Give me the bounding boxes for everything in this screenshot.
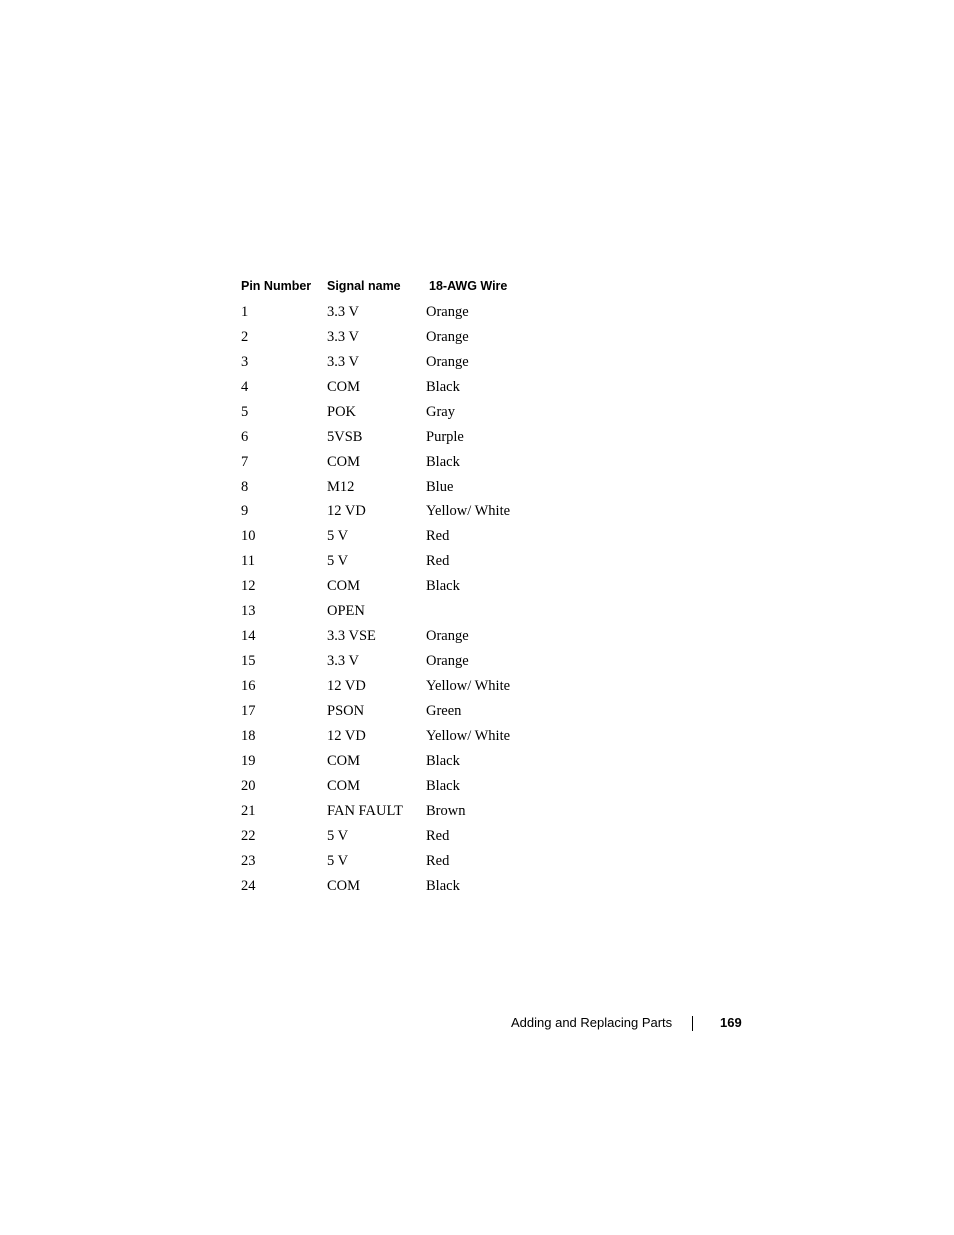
cell-pin-number: 13 [241, 603, 256, 620]
cell-signal-name: 12 VD [327, 503, 366, 520]
header-signal-name: Signal name [327, 279, 401, 293]
page-number: 169 [720, 1015, 742, 1030]
table-row [241, 549, 529, 574]
cell-wire-color: Gray [426, 403, 455, 420]
cell-pin-number: 20 [241, 777, 256, 794]
cell-wire-color [426, 599, 529, 624]
cell-signal-name: COM [327, 877, 361, 894]
table-row [241, 699, 529, 724]
table-row [241, 599, 529, 624]
cell-pin-number: 19 [241, 752, 256, 769]
cell-wire-color: Black [426, 877, 460, 894]
cell-signal-name: POK [327, 403, 357, 420]
table-row [241, 724, 529, 749]
table-row [241, 500, 529, 525]
table-row [241, 649, 529, 674]
cell-pin-number: 9 [241, 503, 249, 520]
table-row [241, 350, 529, 375]
cell-wire-color: Red [426, 528, 450, 545]
cell-pin-number: 10 [241, 528, 256, 545]
table-body [241, 300, 529, 899]
cell-wire-color: Orange [426, 653, 469, 670]
cell-pin-number: 18 [241, 727, 256, 744]
cell-signal-name: 5 V [327, 827, 349, 844]
table-row [241, 774, 529, 799]
cell-signal-name: FAN FAULT [327, 802, 403, 819]
cell-wire-color: Yellow/ White [426, 727, 511, 744]
cell-wire-color: Green [426, 702, 462, 719]
cell-pin-number: 2 [241, 328, 249, 345]
table-row [241, 624, 529, 649]
table-row [241, 824, 529, 849]
table-row [241, 674, 529, 699]
cell-signal-name: 12 VD [327, 678, 366, 695]
cell-pin-number: 4 [241, 378, 249, 395]
cell-wire-color: Yellow/ White [426, 678, 511, 695]
cell-signal-name: 3.3 V [327, 353, 359, 370]
cell-pin-number: 21 [241, 802, 256, 819]
cell-signal-name: COM [327, 752, 361, 769]
cell-signal-name: 5VSB [327, 428, 363, 445]
cell-wire-color: Black [426, 777, 460, 794]
cell-signal-name: 12 VD [327, 727, 366, 744]
table-row [241, 874, 529, 899]
cell-wire-color: Black [426, 578, 460, 595]
cell-pin-number: 17 [241, 702, 256, 719]
cell-wire-color: Orange [426, 328, 469, 345]
cell-wire-color: Purple [426, 428, 464, 445]
cell-signal-name: COM [327, 453, 361, 470]
cell-pin-number: 5 [241, 403, 249, 420]
cell-pin-number: 22 [241, 827, 256, 844]
cell-wire-color: Orange [426, 303, 469, 320]
cell-signal-name: 5 V [327, 528, 349, 545]
header-pin-number: Pin Number [241, 279, 312, 293]
footer-divider [692, 1016, 693, 1031]
cell-signal-name: COM [327, 578, 361, 595]
cell-signal-name: 3.3 V [327, 653, 359, 670]
cell-signal-name: 3.3 V [327, 328, 359, 345]
table-row [241, 799, 529, 824]
cell-signal-name: COM [327, 378, 361, 395]
cell-wire-color: Red [426, 852, 450, 869]
cell-pin-number: 1 [241, 303, 249, 320]
cell-pin-number: 12 [241, 578, 256, 595]
cell-wire-color: Orange [426, 353, 469, 370]
table-row [241, 749, 529, 774]
cell-pin-number: 16 [241, 678, 256, 695]
cell-wire-color: Black [426, 453, 460, 470]
cell-wire-color: Yellow/ White [426, 503, 511, 520]
cell-signal-name: M12 [327, 478, 355, 495]
cell-wire-color: Orange [426, 628, 469, 645]
cell-signal-name: OPEN [327, 603, 365, 620]
table-header-row [241, 272, 529, 300]
footer-section-title: Adding and Replacing Parts [511, 1015, 673, 1030]
table-row [241, 524, 529, 549]
table-header [241, 272, 529, 300]
cell-pin-number: 3 [241, 353, 249, 370]
cell-wire-color: Brown [426, 802, 466, 819]
pin-assignment-table [241, 272, 529, 899]
table-row [241, 475, 529, 500]
cell-signal-name: PSON [327, 702, 365, 719]
cell-pin-number: 6 [241, 428, 249, 445]
table-row [241, 574, 529, 599]
cell-pin-number: 11 [241, 553, 255, 570]
table-row [241, 425, 529, 450]
cell-wire-color: Blue [426, 478, 454, 495]
table-row [241, 400, 529, 425]
cell-signal-name: 3.3 V [327, 303, 359, 320]
header-wire-color: 18-AWG Wire [429, 279, 508, 293]
cell-pin-number: 15 [241, 653, 256, 670]
cell-pin-number: 8 [241, 478, 249, 495]
cell-signal-name: 5 V [327, 553, 349, 570]
table-row [241, 375, 529, 400]
cell-signal-name: 3.3 VSE [327, 628, 376, 645]
cell-wire-color: Red [426, 827, 450, 844]
cell-wire-color: Black [426, 378, 460, 395]
table-row [241, 450, 529, 475]
cell-pin-number: 24 [241, 877, 256, 894]
cell-pin-number: 7 [241, 453, 249, 470]
page-footer [0, 1015, 954, 1035]
cell-signal-name: COM [327, 777, 361, 794]
cell-signal-name: 5 V [327, 852, 349, 869]
table-row [241, 849, 529, 874]
cell-pin-number: 14 [241, 628, 256, 645]
table-row [241, 325, 529, 350]
cell-wire-color: Red [426, 553, 450, 570]
cell-wire-color: Black [426, 752, 460, 769]
cell-pin-number: 23 [241, 852, 256, 869]
table-row [241, 300, 529, 325]
